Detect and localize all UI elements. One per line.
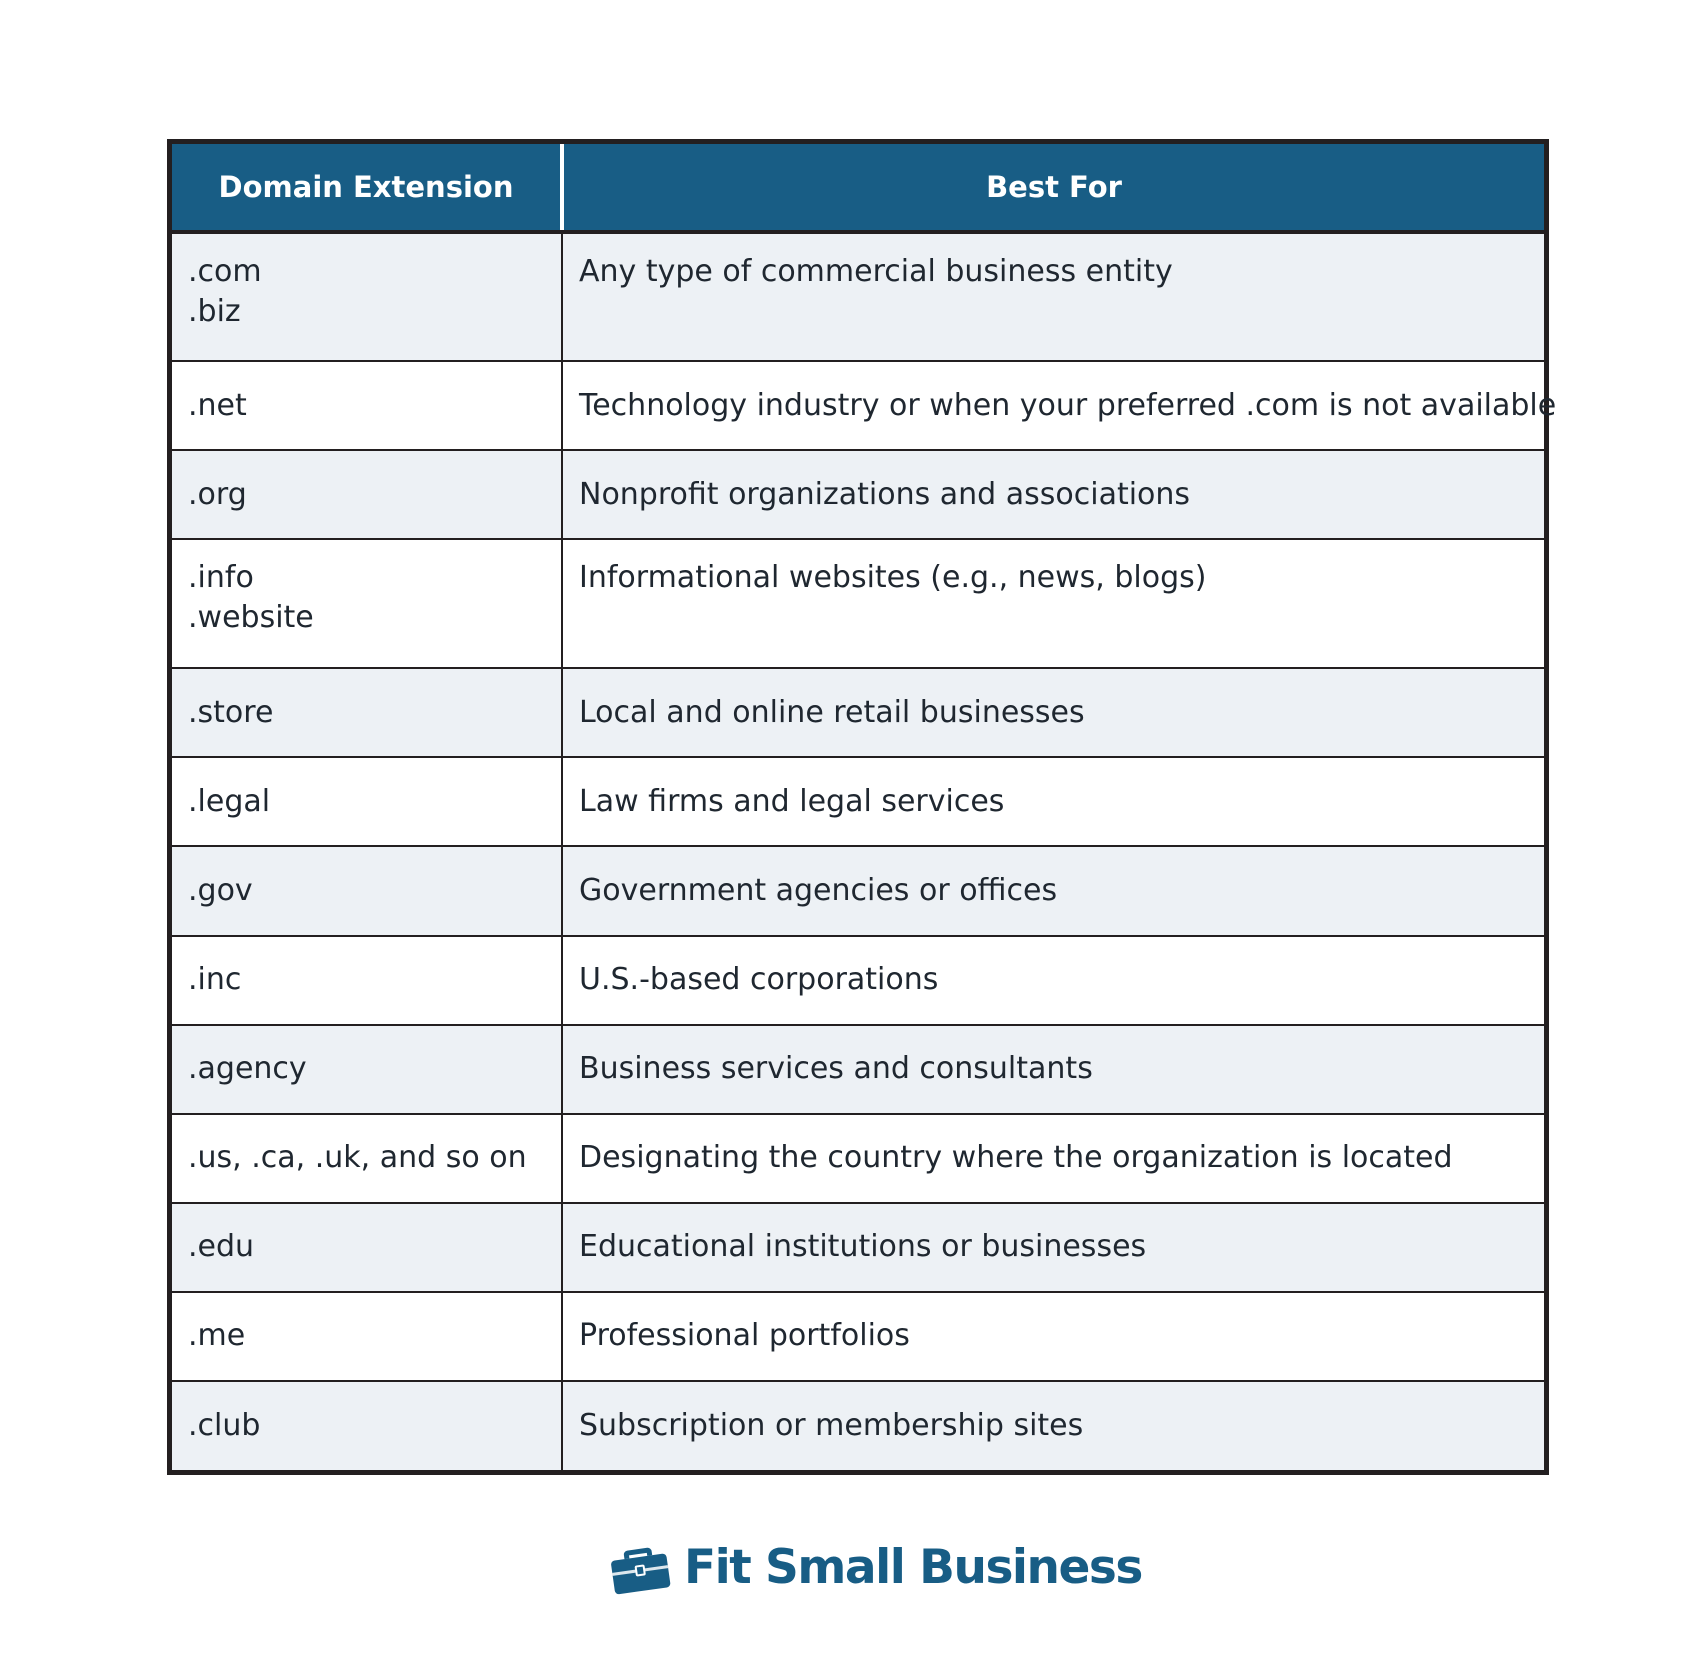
table-row xyxy=(172,668,1544,757)
briefcase-icon xyxy=(608,1539,672,1595)
fit-small-business-logo xyxy=(608,1536,1142,1598)
table-row xyxy=(172,361,1544,450)
extension-text: .net xyxy=(188,387,247,423)
cell-best-for: Technology industry or when your preferred .com is not available xyxy=(562,361,1544,450)
table xyxy=(172,144,1557,1470)
table-row xyxy=(172,450,1544,539)
cell-best-for: Law firms and legal services xyxy=(562,757,1544,846)
cell-domain-extension xyxy=(172,936,562,1025)
table-row xyxy=(172,1381,1544,1470)
header-best-for: Best For xyxy=(562,144,1544,232)
extension-text: .store xyxy=(188,694,274,730)
cell-best-for: Professional portfolios xyxy=(562,1292,1544,1381)
table-row xyxy=(172,1203,1544,1292)
table-row xyxy=(172,757,1544,846)
cell-domain-extension xyxy=(172,846,562,935)
cell-domain-extension xyxy=(172,1292,562,1381)
cell-best-for: Business services and consultants xyxy=(562,1025,1544,1114)
table-row xyxy=(172,232,1544,361)
header-domain-extension: Domain Extension xyxy=(172,144,562,232)
cell-best-for: Designating the country where the organization is located xyxy=(562,1114,1544,1203)
table-row xyxy=(172,1114,1544,1203)
table-body xyxy=(172,232,1557,1470)
cell-best-for: Nonprofit organizations and associations xyxy=(562,450,1544,539)
table-row xyxy=(172,936,1544,1025)
extension-text: .website xyxy=(188,600,314,636)
extension-text: .agency xyxy=(188,1051,307,1087)
extension-text: .org xyxy=(188,476,247,512)
cell-best-for: Educational institutions or businesses xyxy=(562,1203,1544,1292)
cell-domain-extension xyxy=(172,232,562,361)
cell-best-for: U.S.-based corporations xyxy=(562,936,1544,1025)
table-row xyxy=(172,1292,1544,1381)
extension-text: .com xyxy=(188,254,262,289)
cell-domain-extension xyxy=(172,757,562,846)
extension-text: .us, .ca, .uk, and so on xyxy=(188,1140,527,1176)
cell-domain-extension xyxy=(172,361,562,450)
cell-domain-extension xyxy=(172,668,562,757)
cell-domain-extension xyxy=(172,1203,562,1292)
extension-text: .club xyxy=(188,1407,261,1443)
cell-domain-extension xyxy=(172,539,562,668)
table-row xyxy=(172,539,1544,668)
cell-best-for: Subscription or membership sites xyxy=(562,1381,1544,1470)
extension-text: .gov xyxy=(188,872,253,908)
table-row xyxy=(172,846,1544,935)
cell-domain-extension xyxy=(172,1381,562,1470)
extension-text: .biz xyxy=(188,294,241,329)
cell-domain-extension xyxy=(172,1025,562,1114)
extension-text: .edu xyxy=(188,1229,255,1265)
cell-best-for: Any type of commercial business entity xyxy=(562,232,1544,361)
extension-text: .info xyxy=(188,560,254,596)
cell-best-for: Informational websites (e.g., news, blogs) xyxy=(562,539,1544,668)
cell-domain-extension xyxy=(172,1114,562,1203)
logo-text: Fit Small Business xyxy=(684,1539,1142,1595)
extension-text: .inc xyxy=(188,962,242,998)
cell-best-for: Government agencies or offices xyxy=(562,846,1544,935)
extension-text: .legal xyxy=(188,783,271,819)
table-header-row xyxy=(172,144,1544,232)
cell-domain-extension xyxy=(172,450,562,539)
domain-extension-table xyxy=(167,139,1557,1475)
cell-best-for: Local and online retail businesses xyxy=(562,668,1544,757)
extension-text: .me xyxy=(188,1318,246,1354)
table-row xyxy=(172,1025,1544,1114)
